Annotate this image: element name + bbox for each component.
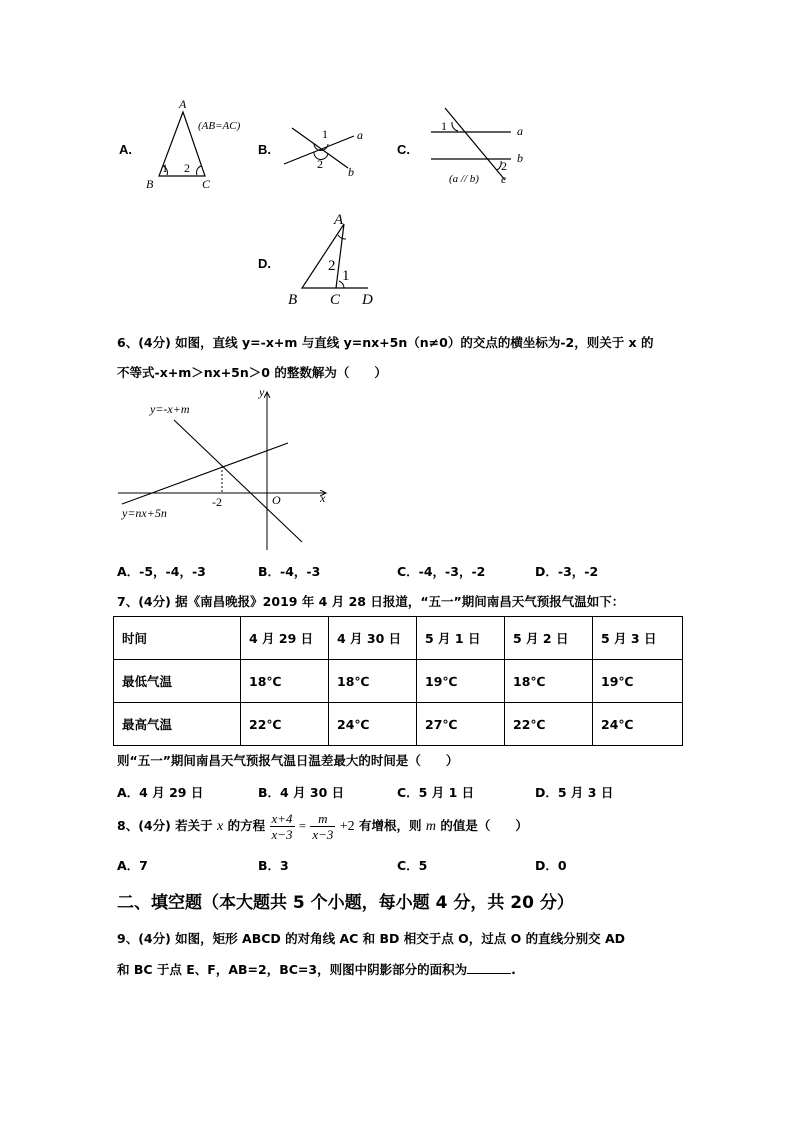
answer-blank[interactable] [467, 961, 511, 974]
q7-question: 则“五一”期间南昌天气预报气温日温差最大的时间是（ ） [117, 753, 459, 768]
line-c-label: c [501, 172, 507, 186]
table-cell: 18℃ [329, 660, 417, 703]
table-cell: 最高气温 [114, 703, 241, 746]
table-cell: 5 月 2 日 [505, 617, 593, 660]
triangle [302, 224, 344, 288]
angle-2-label: 2 [501, 159, 507, 173]
fraction-1 [270, 811, 295, 842]
line-nx-5n [122, 443, 288, 504]
q9-line2-text: 和 BC 于点 E、F，AB=2，BC=3，则图中阴影部分的面积为 [117, 962, 468, 977]
q8-option-c[interactable]: C．5 [397, 858, 428, 873]
q9-line1: 9、(4分) 如图，矩形 ABCD 的对角线 AC 和 BD 相交于点 O，过点 O 的直线分别交 AD [117, 931, 625, 946]
table-cell: 4 月 29 日 [241, 617, 329, 660]
fraction-2-denominator: x−3 [312, 827, 334, 842]
q6-option-b[interactable]: B．-4，-3 [258, 564, 321, 579]
angle-2-label: 2 [184, 161, 190, 175]
q6-option-d[interactable]: D．-3，-2 [535, 564, 599, 579]
vertex-c: C [330, 292, 341, 308]
option-a-label: A. [119, 142, 132, 157]
line2-label: y=nx+5n [122, 506, 167, 520]
line1-label: y=-x+m [150, 402, 190, 416]
table-row [114, 703, 683, 746]
fraction-2-numerator: m [310, 811, 335, 827]
option-c-figure [425, 104, 535, 190]
angle-2-label: 2 [328, 258, 336, 274]
ab-ac-note: (AB=AC) [198, 120, 241, 132]
line-b-label: b [517, 151, 523, 165]
q6-option-c[interactable]: C．-4，-3，-2 [397, 564, 486, 579]
option-a-figure [140, 96, 255, 192]
vertex-c: C [202, 177, 211, 191]
angle-1-label: 1 [342, 268, 350, 284]
line-neg-x-m [174, 420, 302, 542]
table-cell: 最低气温 [114, 660, 241, 703]
equals-sign: = [298, 819, 306, 833]
section-2-heading: 二、填空题（本大题共 5 个小题，每小题 4 分，共 20 分） [117, 893, 574, 913]
fraction-2 [310, 811, 335, 842]
option-c-label: C. [397, 142, 410, 157]
vertex-a: A [334, 212, 344, 228]
vertex-a: A [179, 97, 187, 111]
q8-mid: 的方程 [227, 818, 266, 833]
q8-option-b[interactable]: B．3 [258, 858, 289, 873]
fraction-1-denominator: x−3 [271, 827, 293, 842]
line-a-label: a [517, 124, 523, 138]
vertex-b: B [288, 292, 298, 308]
table-cell: 27℃ [417, 703, 505, 746]
vertex-d: D [362, 292, 373, 308]
q6-line2: 不等式-x+m＞nx+5n＞0 的整数解为（ ） [117, 365, 387, 380]
table-cell: 4 月 30 日 [329, 617, 417, 660]
parallel-note: (a // b) [449, 173, 479, 185]
var-x: x [217, 819, 224, 834]
origin-label: O [272, 493, 281, 507]
table-row [114, 660, 683, 703]
q8-suffix2: 的值是（ ） [440, 818, 528, 833]
tick-neg2: -2 [212, 495, 222, 509]
q6-option-a[interactable]: A．-5，-4，-3 [117, 564, 206, 579]
q6-graph [116, 384, 336, 552]
option-d-label: D. [258, 256, 271, 271]
q7-option-b[interactable]: B．4 月 30 日 [258, 785, 345, 800]
angle-2-arc [197, 166, 201, 175]
table-cell: 18℃ [505, 660, 593, 703]
angle-1-label: 1 [441, 119, 447, 133]
q8-option-a[interactable]: A．7 [117, 858, 148, 873]
q7-intro: 7、(4分) 据《南昌晚报》2019 年 4 月 28 日报道，“五一”期间南昌天气预报气温如下： [117, 594, 625, 609]
fraction-1-numerator: x+4 [271, 811, 293, 826]
line-a-label: a [357, 128, 363, 142]
table-cell: 24℃ [593, 703, 683, 746]
option-d-figure [284, 208, 384, 310]
angle-1-label: 1 [322, 127, 328, 141]
q7-option-a[interactable]: A．4 月 29 日 [117, 785, 204, 800]
y-axis-label: y [259, 385, 265, 399]
angle-1-label: 1 [162, 161, 168, 175]
table-header-row [114, 617, 683, 660]
table-cell: 时间 [114, 617, 241, 660]
table-cell: 19℃ [593, 660, 683, 703]
table-cell: 5 月 1 日 [417, 617, 505, 660]
q8-option-d[interactable]: D．0 [535, 858, 567, 873]
q8-stem [117, 809, 528, 844]
q6-line1: 6、(4分) 如图，直线 y=-x+m 与直线 y=nx+5n（n≠0）的交点的横坐标为-2，则关于 x 的 [117, 335, 654, 350]
table-cell: 22℃ [505, 703, 593, 746]
vertex-b: B [146, 177, 154, 191]
q8-suffix1: 有增根，则 [359, 818, 422, 833]
option-b-label: B. [258, 142, 271, 157]
line-b-label: b [348, 165, 354, 179]
angle-2-label: 2 [317, 157, 323, 171]
table-cell: 22℃ [241, 703, 329, 746]
table-cell: 19℃ [417, 660, 505, 703]
q7-option-d[interactable]: D．5 月 3 日 [535, 785, 614, 800]
temperature-table [113, 616, 683, 746]
plus-two: +2 [339, 819, 355, 834]
q9-line2 [117, 960, 516, 978]
table-cell: 18℃ [241, 660, 329, 703]
table-cell: 24℃ [329, 703, 417, 746]
option-b-figure [278, 118, 378, 184]
x-axis-label: x [320, 491, 326, 505]
table-cell: 5 月 3 日 [593, 617, 683, 660]
line-c [445, 108, 505, 180]
var-m: m [425, 819, 436, 834]
q8-prefix: 8、(4分) 若关于 [117, 818, 213, 833]
q7-option-c[interactable]: C．5 月 1 日 [397, 785, 475, 800]
q9-line2-end: . [511, 962, 516, 977]
